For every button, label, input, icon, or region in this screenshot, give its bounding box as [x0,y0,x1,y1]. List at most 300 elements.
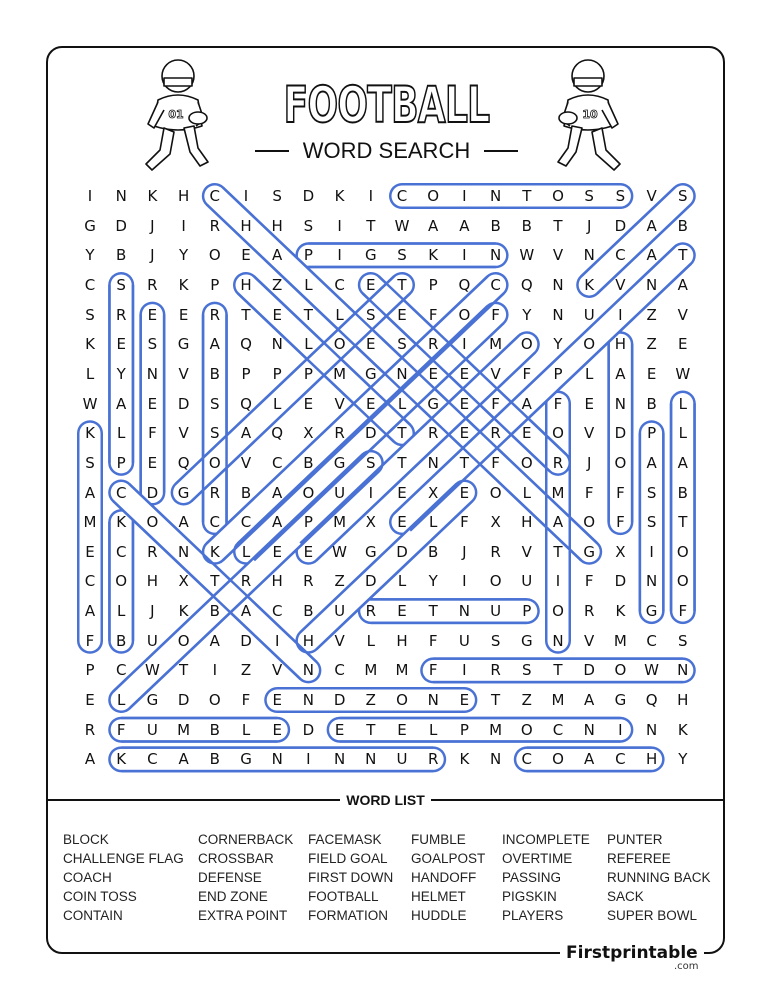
grid-letter[interactable]: W [332,542,348,561]
grid-letter[interactable]: Z [272,275,283,294]
grid-letter[interactable]: D [614,572,627,591]
grid-letter[interactable]: F [678,602,688,621]
grid-letter[interactable]: E [85,542,95,561]
grid-letter[interactable]: K [116,750,127,769]
grid-letter[interactable]: H [146,572,159,591]
grid-letter[interactable]: S [366,305,376,324]
grid-letter[interactable]: H [240,275,252,294]
grid-letter[interactable]: N [583,246,595,265]
grid-letter[interactable]: D [240,631,252,650]
grid-letter[interactable]: O [614,453,627,472]
grid-letter[interactable]: E [272,691,282,710]
grid-letter[interactable]: X [490,513,501,532]
grid-letter[interactable]: A [209,335,220,354]
grid-letter[interactable]: E [147,305,158,324]
grid-letter[interactable]: S [397,335,407,354]
grid-letter[interactable]: A [428,216,439,235]
grid-letter[interactable]: Y [522,305,532,324]
grid-letter[interactable]: P [459,720,469,739]
grid-letter[interactable]: M [333,513,347,532]
grid-letter[interactable]: A [615,364,626,383]
grid-letter[interactable]: A [116,394,127,413]
grid-letter[interactable]: N [396,364,408,383]
grid-letter[interactable]: E [397,513,407,532]
grid-letter[interactable]: M [83,513,97,532]
grid-letter[interactable]: N [645,720,658,739]
grid-letter[interactable]: W [519,246,535,265]
grid-letter[interactable]: I [368,187,374,205]
grid-letter[interactable]: O [552,602,564,621]
grid-letter[interactable]: T [397,275,407,294]
grid-letter[interactable]: S [85,305,95,324]
grid-letter[interactable]: Y [85,246,95,265]
grid-letter[interactable]: E [272,720,282,739]
grid-letter[interactable]: L [678,394,687,413]
grid-letter[interactable]: H [271,216,283,235]
grid-letter[interactable]: B [646,394,657,413]
grid-letter[interactable]: H [677,691,689,710]
grid-letter[interactable]: T [553,216,563,235]
grid-letter[interactable]: S [615,187,626,205]
grid-letter[interactable]: B [521,216,532,235]
grid-letter[interactable]: C [209,513,221,532]
grid-letter[interactable]: B [303,453,314,472]
grid-letter[interactable]: K [334,187,345,205]
grid-letter[interactable]: E [241,246,251,265]
grid-letter[interactable]: S [646,483,657,502]
grid-letter[interactable]: T [366,216,376,235]
grid-letter[interactable]: K [428,246,439,265]
grid-letter[interactable]: A [272,246,283,265]
grid-letter[interactable]: P [647,424,657,443]
grid-letter[interactable]: K [459,750,470,769]
grid-letter[interactable]: I [337,216,342,235]
grid-letter[interactable]: Y [179,246,189,265]
grid-letter[interactable]: B [116,246,127,265]
grid-letter[interactable]: L [304,275,313,294]
grid-letter[interactable]: R [209,483,221,502]
grid-letter[interactable]: I [462,661,467,680]
grid-letter[interactable]: E [522,424,532,443]
grid-letter[interactable]: N [489,187,502,205]
grid-letter[interactable]: H [271,572,283,591]
grid-letter[interactable]: S [210,424,220,443]
grid-letter[interactable]: D [302,720,315,739]
grid-letter[interactable]: E [366,394,376,413]
grid-letter[interactable]: J [150,216,155,235]
grid-letter[interactable]: A [521,394,532,413]
grid-letter[interactable]: G [364,364,377,383]
grid-letter[interactable]: G [364,542,377,561]
grid-letter[interactable]: E [272,305,282,324]
grid-letter[interactable]: M [551,691,565,710]
grid-letter[interactable]: T [522,187,532,205]
grid-letter[interactable]: L [335,305,344,324]
grid-letter[interactable]: S [490,631,501,650]
grid-letter[interactable]: A [552,513,564,532]
grid-letter[interactable]: M [364,661,378,680]
grid-letter[interactable]: D [177,691,190,710]
grid-letter[interactable]: N [614,394,626,413]
grid-letter[interactable]: E [397,305,407,324]
grid-letter[interactable]: T [491,691,501,710]
grid-letter[interactable]: H [177,187,190,205]
grid-letter[interactable]: G [427,394,439,413]
grid-letter[interactable]: G [240,750,252,769]
grid-letter[interactable]: M [333,364,347,383]
grid-letter[interactable]: S [210,394,220,413]
grid-letter[interactable]: F [584,572,594,591]
grid-letter[interactable]: B [209,750,220,769]
grid-letter[interactable]: M [489,720,503,739]
grid-letter[interactable]: K [116,513,127,532]
grid-letter[interactable]: Z [521,691,532,710]
grid-letter[interactable]: L [117,691,126,710]
grid-letter[interactable]: I [306,750,311,769]
grid-letter[interactable]: L [241,542,251,561]
grid-letter[interactable]: H [302,631,315,650]
grid-letter[interactable]: V [584,631,595,650]
grid-letter[interactable]: N [677,661,689,680]
grid-letter[interactable]: G [364,246,377,265]
grid-letter[interactable]: B [677,216,688,235]
grid-letter[interactable]: K [85,335,95,354]
grid-letter[interactable]: G [177,335,190,354]
grid-letter[interactable]: L [241,720,251,739]
grid-letter[interactable]: G [177,483,190,502]
grid-letter[interactable]: U [583,305,595,324]
grid-letter[interactable]: V [521,542,532,561]
grid-letter[interactable]: E [428,364,438,383]
grid-letter[interactable]: C [84,275,96,294]
grid-letter[interactable]: N [365,750,377,769]
grid-letter[interactable]: G [146,691,159,710]
grid-letter[interactable]: R [209,305,221,324]
grid-letter[interactable]: R [147,542,158,561]
grid-letter[interactable]: X [615,542,626,561]
grid-letter[interactable]: S [147,335,158,354]
grid-letter[interactable]: F [616,513,625,532]
grid-letter[interactable]: T [553,542,563,561]
grid-letter[interactable]: J [462,542,467,561]
grid-letter[interactable]: Q [177,453,190,472]
grid-letter[interactable]: Q [271,424,284,443]
grid-letter[interactable]: R [490,542,501,561]
grid-letter[interactable]: A [459,216,470,235]
grid-letter[interactable]: N [645,572,658,591]
grid-letter[interactable]: G [645,602,658,621]
grid-letter[interactable]: Y [116,364,126,383]
grid-letter[interactable]: J [150,602,155,621]
grid-letter[interactable]: A [84,602,96,621]
grid-letter[interactable]: N [427,453,439,472]
grid-letter[interactable]: D [365,572,377,591]
grid-letter[interactable]: O [146,513,159,532]
grid-letter[interactable]: S [272,187,282,205]
grid-letter[interactable]: Z [646,335,657,354]
grid-letter[interactable]: S [366,453,376,472]
grid-letter[interactable]: D [177,394,190,413]
grid-letter[interactable]: E [678,335,688,354]
grid-letter[interactable]: C [84,572,96,591]
grid-letter[interactable]: N [427,691,439,710]
grid-letter[interactable]: V [490,364,501,383]
grid-letter[interactable]: O [302,483,315,502]
grid-letter[interactable]: D [365,424,377,443]
grid-letter[interactable]: I [274,631,280,650]
grid-letter[interactable]: N [552,305,564,324]
grid-letter[interactable]: E [85,691,95,710]
grid-letter[interactable]: U [334,483,346,502]
grid-letter[interactable]: L [304,335,313,354]
grid-letter[interactable]: A [272,513,283,532]
grid-letter[interactable]: T [459,453,469,472]
grid-letter[interactable]: I [212,661,218,680]
grid-letter[interactable]: G [520,631,533,650]
grid-letter[interactable]: R [334,424,345,443]
grid-letter[interactable]: E [272,542,282,561]
grid-letter[interactable]: R [115,305,127,324]
grid-letter[interactable]: C [396,187,408,205]
grid-letter[interactable]: U [521,572,533,591]
grid-letter[interactable]: P [553,364,563,383]
grid-letter[interactable]: F [428,631,438,650]
grid-letter[interactable]: F [522,364,532,383]
grid-letter[interactable]: R [427,335,439,354]
grid-letter[interactable]: V [240,453,252,472]
grid-letter[interactable]: N [458,602,470,621]
grid-letter[interactable]: P [303,246,313,265]
grid-letter[interactable]: U [146,631,158,650]
grid-letter[interactable]: B [490,216,501,235]
grid-letter[interactable]: T [553,661,563,680]
grid-letter[interactable]: W [144,661,160,680]
grid-letter[interactable]: S [678,187,688,205]
grid-letter[interactable]: L [429,513,438,532]
grid-letter[interactable]: F [460,513,469,532]
grid-letter[interactable]: A [240,424,252,443]
grid-letter[interactable]: R [490,424,501,443]
grid-letter[interactable]: N [302,691,314,710]
grid-letter[interactable]: C [115,661,127,680]
grid-letter[interactable]: V [272,661,283,680]
grid-letter[interactable]: X [428,483,439,502]
grid-letter[interactable]: O [489,572,502,591]
grid-letter[interactable]: D [614,216,627,235]
grid-letter[interactable]: D [614,424,627,443]
grid-letter[interactable]: L [397,572,407,591]
grid-letter[interactable]: N [489,750,502,769]
grid-letter[interactable]: T [397,453,407,472]
grid-letter[interactable]: A [272,483,283,502]
grid-letter[interactable]: H [521,513,533,532]
grid-letter[interactable]: A [584,750,595,769]
grid-letter[interactable]: Q [520,275,533,294]
grid-letter[interactable]: E [397,720,407,739]
grid-letter[interactable]: L [273,394,282,413]
grid-letter[interactable]: T [303,305,313,324]
grid-letter[interactable]: Q [240,335,252,354]
grid-letter[interactable]: I [618,305,623,324]
grid-letter[interactable]: R [427,424,439,443]
grid-letter[interactable]: K [677,720,688,739]
grid-letter[interactable]: E [147,453,158,472]
grid-letter[interactable]: Q [645,691,658,710]
grid-letter[interactable]: F [491,305,500,324]
grid-letter[interactable]: X [303,424,314,443]
grid-letter[interactable]: Z [365,691,376,710]
grid-letter[interactable]: D [583,661,595,680]
grid-letter[interactable]: O [583,335,596,354]
grid-letter[interactable]: Q [240,394,252,413]
grid-letter[interactable]: T [241,305,251,324]
grid-letter[interactable]: O [520,453,533,472]
grid-letter[interactable]: D [302,187,315,205]
grid-letter[interactable]: H [614,335,627,354]
grid-letter[interactable]: O [396,691,408,710]
grid-letter[interactable]: F [553,394,563,413]
grid-letter[interactable]: P [272,364,282,383]
grid-letter[interactable]: W [644,661,660,680]
grid-letter[interactable]: C [271,453,283,472]
grid-letter[interactable]: Y [553,335,563,354]
grid-letter[interactable]: R [147,275,158,294]
grid-letter[interactable]: O [115,572,128,591]
grid-letter[interactable]: A [584,691,595,710]
grid-letter[interactable]: K [178,602,189,621]
grid-letter[interactable]: I [368,483,374,502]
grid-letter[interactable]: A [178,513,189,532]
grid-letter[interactable]: R [583,602,595,621]
grid-letter[interactable]: C [334,661,345,680]
grid-letter[interactable]: G [614,691,627,710]
grid-letter[interactable]: T [428,602,438,621]
grid-letter[interactable]: M [613,631,627,650]
grid-letter[interactable]: U [334,602,346,621]
grid-letter[interactable]: S [522,661,532,680]
grid-letter[interactable]: W [675,364,691,383]
grid-letter[interactable]: P [303,513,313,532]
grid-letter[interactable]: A [84,483,96,502]
grid-letter[interactable]: N [645,275,658,294]
grid-letter[interactable]: S [646,513,657,532]
grid-letter[interactable]: D [115,216,127,235]
grid-letter[interactable]: F [584,483,594,502]
grid-letter[interactable]: B [428,542,439,561]
grid-letter[interactable]: F [85,631,95,650]
grid-letter[interactable]: I [462,187,467,205]
grid-letter[interactable]: O [177,631,190,650]
grid-letter[interactable]: M [551,483,565,502]
grid-letter[interactable]: E [178,305,189,324]
grid-letter[interactable]: J [150,246,155,265]
grid-letter[interactable]: C [615,750,626,769]
grid-letter[interactable]: G [583,542,595,561]
grid-letter[interactable]: A [646,453,657,472]
grid-letter[interactable]: I [337,246,342,265]
grid-letter[interactable]: Z [646,305,657,324]
grid-letter[interactable]: P [522,602,532,621]
grid-letter[interactable]: L [429,720,438,739]
grid-letter[interactable]: X [178,572,189,591]
grid-letter[interactable]: Z [240,661,252,680]
grid-letter[interactable]: E [397,483,407,502]
grid-letter[interactable]: S [584,187,594,205]
grid-letter[interactable]: R [240,572,252,591]
grid-letter[interactable]: Y [678,750,688,769]
grid-letter[interactable]: L [85,364,95,383]
grid-letter[interactable]: D [146,483,159,502]
grid-letter[interactable]: K [178,275,189,294]
grid-letter[interactable]: C [115,542,127,561]
grid-letter[interactable]: C [521,750,533,769]
grid-letter[interactable]: I [555,572,561,591]
grid-letter[interactable]: V [178,364,189,383]
grid-letter[interactable]: E [303,542,314,561]
grid-letter[interactable]: W [82,394,98,413]
grid-letter[interactable]: O [208,453,221,472]
grid-letter[interactable]: J [586,453,592,472]
grid-letter[interactable]: V [334,631,345,650]
grid-letter[interactable]: A [240,602,252,621]
grid-letter[interactable]: N [552,275,564,294]
grid-letter[interactable]: A [646,246,657,265]
grid-letter[interactable]: A [646,216,657,235]
grid-letter[interactable]: W [394,216,410,235]
grid-letter[interactable]: R [490,661,501,680]
grid-letter[interactable]: Q [458,275,471,294]
grid-letter[interactable]: O [520,720,533,739]
grid-letter[interactable]: O [552,424,564,443]
grid-letter[interactable]: O [583,513,596,532]
grid-letter[interactable]: I [618,720,623,739]
grid-letter[interactable]: C [646,631,657,650]
grid-letter[interactable]: P [210,275,220,294]
grid-letter[interactable]: K [615,602,626,621]
grid-letter[interactable]: I [462,335,467,354]
grid-letter[interactable]: L [366,631,375,650]
grid-letter[interactable]: C [615,246,626,265]
grid-letter[interactable]: C [209,187,221,205]
grid-letter[interactable]: N [115,187,127,205]
grid-letter[interactable]: V [646,187,657,205]
grid-letter[interactable]: O [208,691,221,710]
grid-letter[interactable]: B [240,483,252,502]
grid-letter[interactable]: R [303,572,314,591]
grid-letter[interactable]: A [178,750,189,769]
grid-letter[interactable]: A [84,750,96,769]
grid-letter[interactable]: I [87,187,93,205]
grid-letter[interactable]: F [616,483,625,502]
grid-letter[interactable]: I [462,572,467,591]
grid-letter[interactable]: R [209,216,221,235]
grid-letter[interactable]: L [397,394,407,413]
grid-letter[interactable]: E [397,602,407,621]
grid-letter[interactable]: H [240,216,252,235]
grid-letter[interactable]: B [209,364,220,383]
grid-letter[interactable]: E [459,691,470,710]
grid-letter[interactable]: I [649,542,654,561]
grid-letter[interactable]: T [397,424,407,443]
grid-letter[interactable]: C [115,483,127,502]
grid-letter[interactable]: T [366,720,376,739]
grid-letter[interactable]: O [614,661,627,680]
grid-letter[interactable]: L [522,483,531,502]
grid-letter[interactable]: U [490,602,502,621]
grid-letter[interactable]: I [243,187,249,205]
grid-letter[interactable]: B [677,483,688,502]
grid-letter[interactable]: K [147,187,158,205]
